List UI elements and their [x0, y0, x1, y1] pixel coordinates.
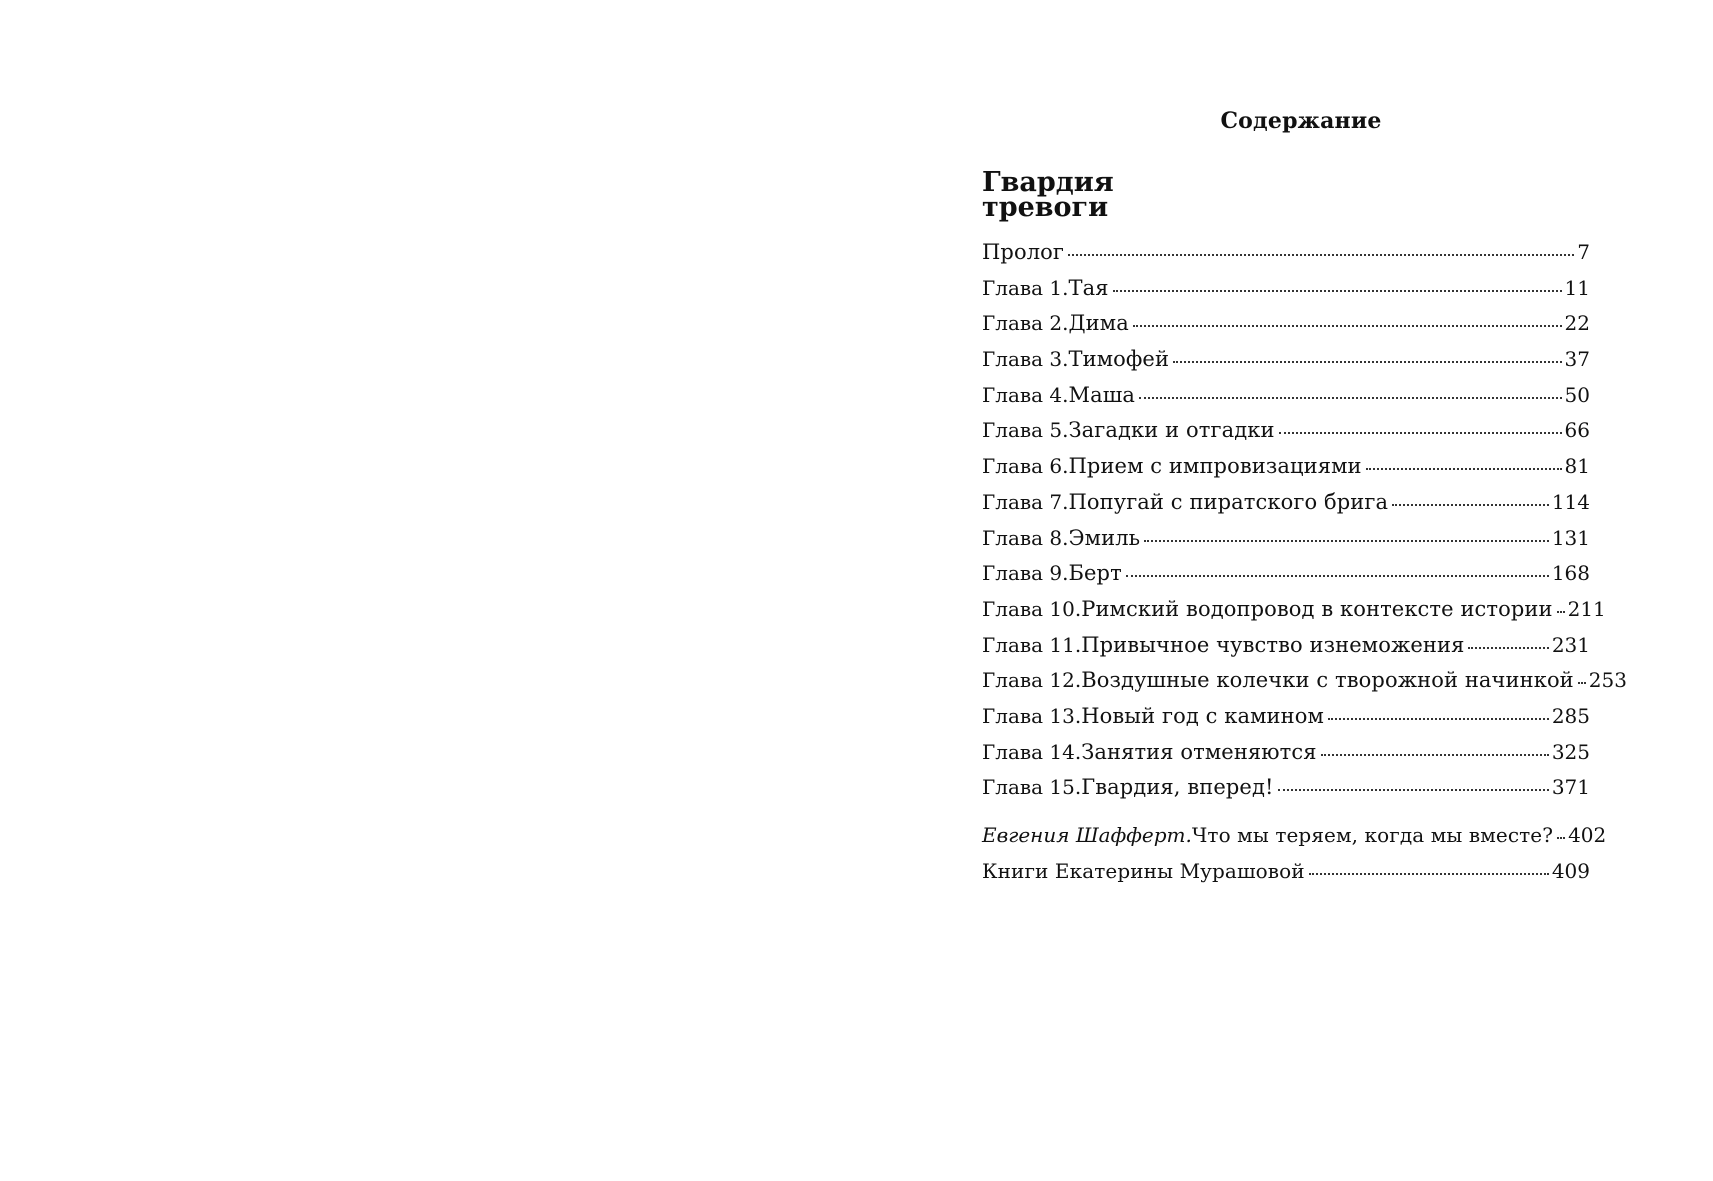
chapter-prefix: Глава 4. [982, 382, 1069, 407]
table-of-contents [982, 108, 1627, 894]
toc-entry-chapter-15 [982, 775, 1590, 811]
chapter-title: Маша [1068, 382, 1135, 407]
book-title [982, 167, 1590, 223]
dot-leader [1321, 753, 1549, 756]
chapter-title: Эмиль [1068, 525, 1141, 550]
dot-leader [1366, 467, 1562, 470]
toc-entry-chapter-8 [982, 526, 1590, 562]
appendix-list [982, 823, 1607, 894]
toc-entry-chapter-7 [982, 490, 1590, 526]
dot-leader [1279, 431, 1562, 434]
toc-entry-chapter-9 [982, 561, 1590, 597]
page-number: 37 [1564, 347, 1590, 372]
chapter-title: Тимофей [1068, 347, 1170, 372]
toc-entry-other-books [982, 859, 1590, 895]
chapter-title: Занятия отменяются [1081, 739, 1317, 764]
dot-leader [1173, 360, 1562, 363]
dot-leader [1068, 253, 1574, 256]
page-number: 168 [1551, 561, 1590, 586]
toc-entry-chapter-3 [982, 347, 1590, 383]
dot-leader [1113, 289, 1562, 292]
dot-leader [1139, 396, 1562, 399]
other-books-title: Книги Екатерины Мурашовой [982, 858, 1305, 883]
toc-entry-chapter-1 [982, 276, 1590, 312]
dot-leader [1468, 646, 1548, 649]
toc-entry-chapter-11 [982, 633, 1590, 669]
chapter-title: Попугай с пиратского брига [1068, 489, 1389, 514]
book-title-line-1: Гвардия [982, 167, 1114, 198]
dot-leader [1578, 681, 1586, 684]
dot-leader [1328, 717, 1549, 720]
afterword-author: Евгения Шафферт. [982, 823, 1192, 847]
toc-heading: Содержание [1220, 108, 1382, 134]
page-number: 409 [1551, 858, 1590, 883]
page-number: 402 [1568, 823, 1607, 847]
page-number: 81 [1564, 454, 1590, 479]
chapter-prefix: Глава 12. [982, 668, 1082, 693]
chapter-title: Гвардия, вперед! [1081, 775, 1274, 800]
toc-entry-chapter-10 [982, 596, 1606, 633]
toc-entry-chapter-13 [982, 704, 1590, 740]
dot-leader [1392, 503, 1549, 506]
page-number: 50 [1564, 382, 1590, 407]
chapter-prefix: Глава 10. [982, 596, 1082, 621]
chapter-title: Прием с импровизациями [1068, 454, 1362, 479]
page-number: 325 [1551, 739, 1590, 764]
book-title-line-2: тревоги [982, 192, 1109, 223]
dot-leader [1126, 574, 1549, 577]
chapter-prefix: Глава 1. [982, 275, 1069, 300]
page-number: 114 [1551, 489, 1590, 514]
chapter-prefix: Глава 13. [982, 703, 1082, 728]
chapter-prefix: Глава 8. [982, 525, 1069, 550]
toc-entry-chapter-12 [982, 668, 1627, 704]
toc-entry-chapter-6 [982, 454, 1590, 490]
toc-entry-chapter-2 [982, 311, 1590, 347]
page-number: 131 [1551, 525, 1590, 550]
chapter-prefix: Глава 3. [982, 347, 1069, 372]
chapter-title: Берт [1068, 561, 1122, 586]
chapter-prefix: Глава 5. [982, 418, 1069, 443]
chapter-prefix: Глава 15. [982, 775, 1082, 800]
page-number: 231 [1551, 632, 1590, 657]
chapter-list [982, 240, 1627, 811]
dot-leader [1557, 836, 1565, 839]
chapter-prefix: Глава 11. [982, 632, 1082, 657]
page-number: 7 [1577, 240, 1590, 264]
chapter-title: Тая [1068, 275, 1109, 300]
chapter-prefix: Глава 6. [982, 454, 1069, 479]
page-number: 371 [1551, 775, 1590, 800]
toc-entry-chapter-14 [982, 740, 1590, 776]
chapter-prefix: Глава 7. [982, 489, 1069, 514]
chapter-title: Пролог [982, 240, 1064, 264]
page-number: 253 [1588, 668, 1627, 693]
toc-entry-afterword [982, 823, 1607, 859]
chapter-title: Римский водопровод в контексте истории [1081, 596, 1553, 621]
page-number: 285 [1551, 703, 1590, 728]
afterword-title: Что мы теряем, когда мы вместе? [1191, 823, 1554, 847]
toc-entry-prologue [982, 240, 1590, 276]
dot-leader [1309, 872, 1549, 875]
dot-leader [1557, 610, 1565, 613]
chapter-title: Привычное чувство изнеможения [1081, 632, 1465, 657]
chapter-title: Новый год с камином [1081, 703, 1324, 728]
dot-leader [1278, 788, 1549, 791]
chapter-prefix: Глава 9. [982, 561, 1069, 586]
page-number: 22 [1564, 311, 1590, 336]
page-number: 211 [1567, 596, 1606, 621]
chapter-title: Воздушные колечки с творожной начинкой [1081, 668, 1574, 693]
chapter-prefix: Глава 14. [982, 739, 1082, 764]
toc-entry-chapter-4 [982, 383, 1590, 419]
page-number: 11 [1564, 275, 1590, 300]
chapter-title: Дима [1068, 311, 1129, 336]
page-number: 66 [1564, 418, 1590, 443]
dot-leader [1144, 539, 1549, 542]
chapter-title: Загадки и отгадки [1068, 418, 1275, 443]
chapter-prefix: Глава 2. [982, 311, 1069, 336]
dot-leader [1133, 324, 1562, 327]
toc-entry-chapter-5 [982, 418, 1590, 454]
